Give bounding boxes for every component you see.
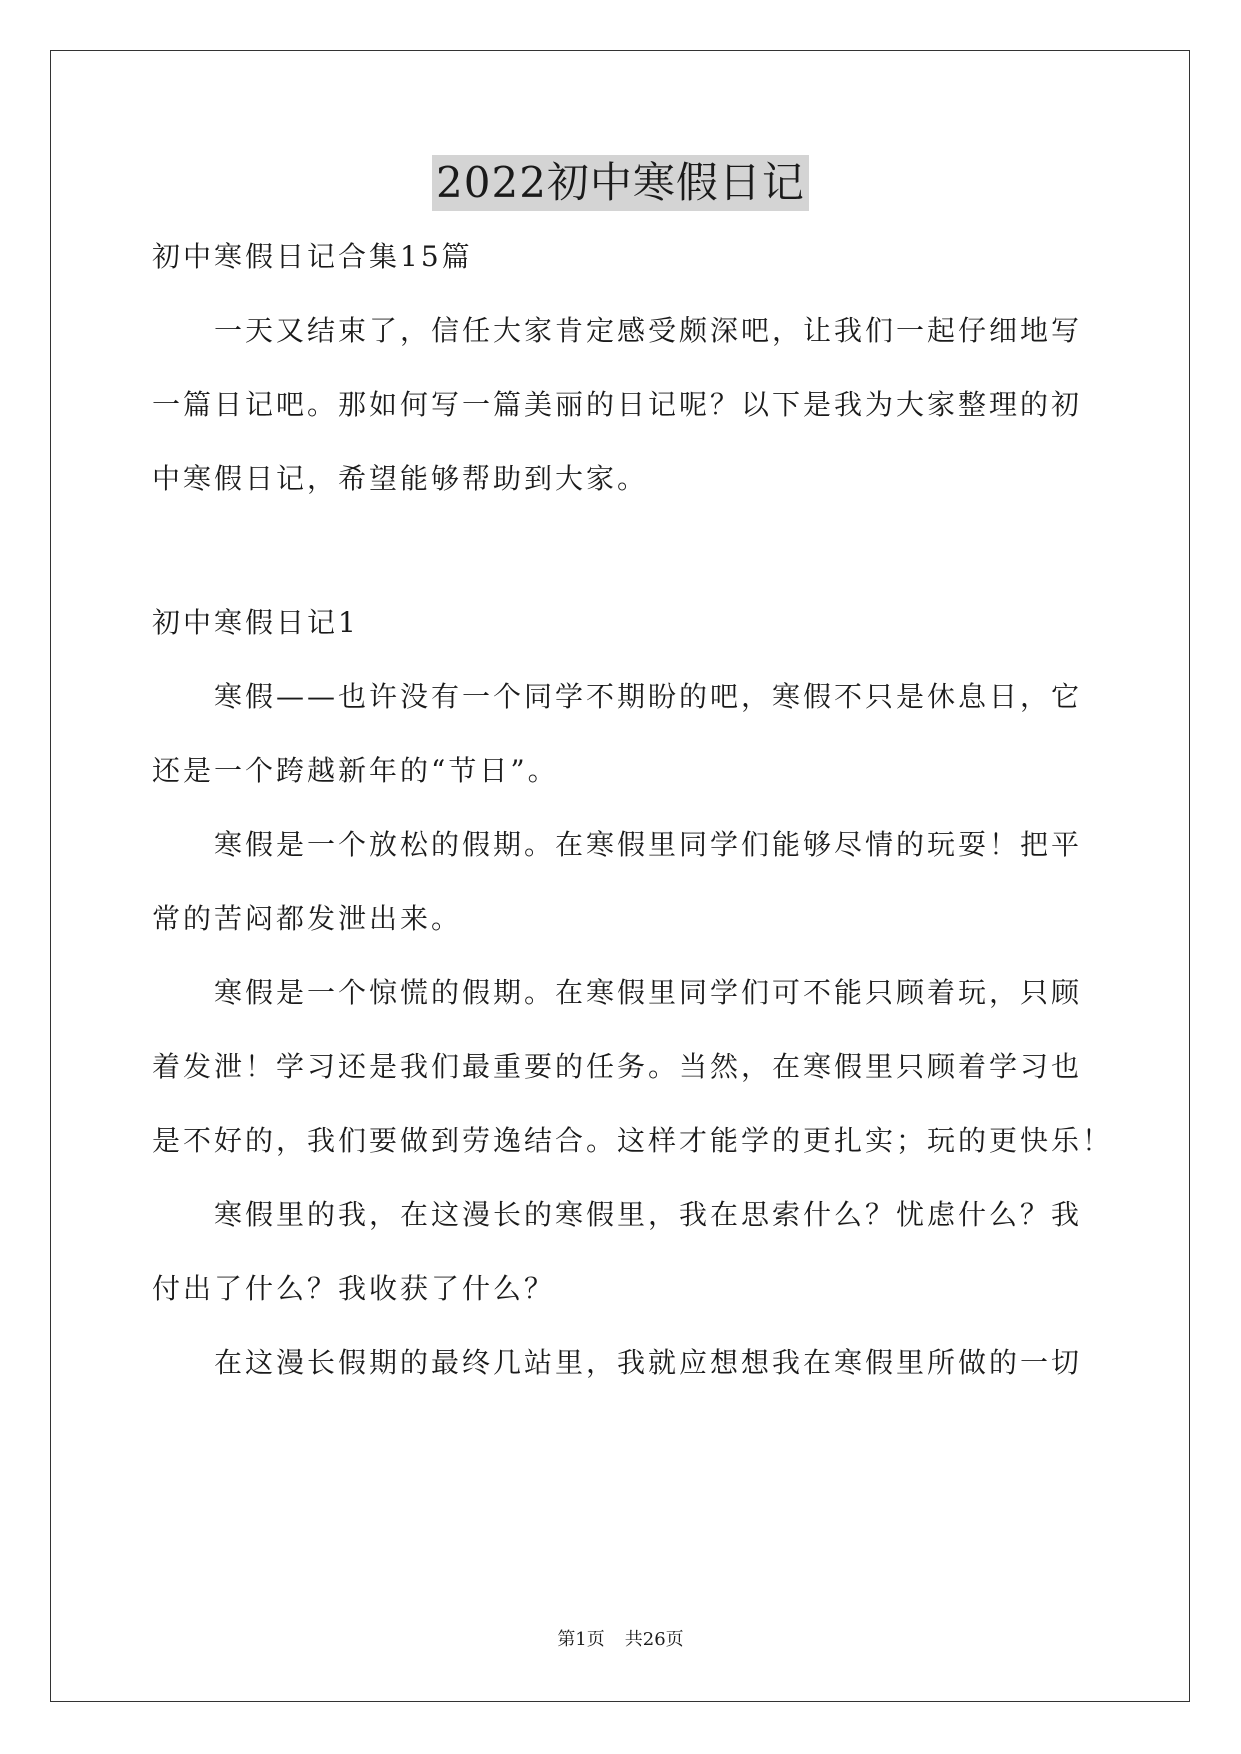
paragraph-line: 在这漫长假期的最终几站里，我就应想想我在寒假里所做的一切 — [152, 1346, 1083, 1379]
paragraph-line: 还是一个跨越新年的“节日”。 — [152, 754, 559, 787]
page-border — [50, 50, 1190, 1702]
section-heading: 初中寒假日记1 — [152, 606, 359, 639]
total-pages: 共26页 — [624, 1629, 684, 1650]
paragraph-line: 寒假是一个放松的假期。在寒假里同学们能够尽情的玩耍！把平 — [152, 828, 1083, 861]
paragraph-line: 常的苦闷都发泄出来。 — [152, 902, 463, 935]
page-footer — [0, 1628, 1241, 1652]
paragraph-line: 寒假是一个惊慌的假期。在寒假里同学们可不能只顾着玩，只顾 — [152, 976, 1083, 1009]
paragraph-line: 寒假里的我，在这漫长的寒假里，我在思索什么？忧虑什么？我 — [152, 1198, 1083, 1231]
paragraph-line: 寒假——也许没有一个同学不期盼的吧，寒假不只是休息日，它 — [152, 680, 1083, 713]
paragraph-line: 一篇日记吧。那如何写一篇美丽的日记呢？以下是我为大家整理的初 — [152, 388, 1083, 421]
paragraph-line: 是不好的，我们要做到劳逸结合。这样才能学的更扎实；玩的更快乐！ — [152, 1124, 1114, 1157]
paragraph-line: 着发泄！学习还是我们最重要的任务。当然，在寒假里只顾着学习也 — [152, 1050, 1083, 1083]
paragraph-line: 中寒假日记，希望能够帮助到大家。 — [152, 462, 649, 495]
title-wrapper — [0, 155, 1241, 211]
subtitle-line: 初中寒假日记合集15篇 — [152, 240, 473, 273]
paragraph-line: 一天又结束了，信任大家肯定感受颇深吧，让我们一起仔细地写 — [152, 314, 1083, 347]
document-title: 2022初中寒假日记 — [432, 155, 809, 211]
paragraph-line: 付出了什么？我收获了什么？ — [152, 1272, 556, 1305]
current-page-number: 第1页 — [557, 1629, 605, 1650]
